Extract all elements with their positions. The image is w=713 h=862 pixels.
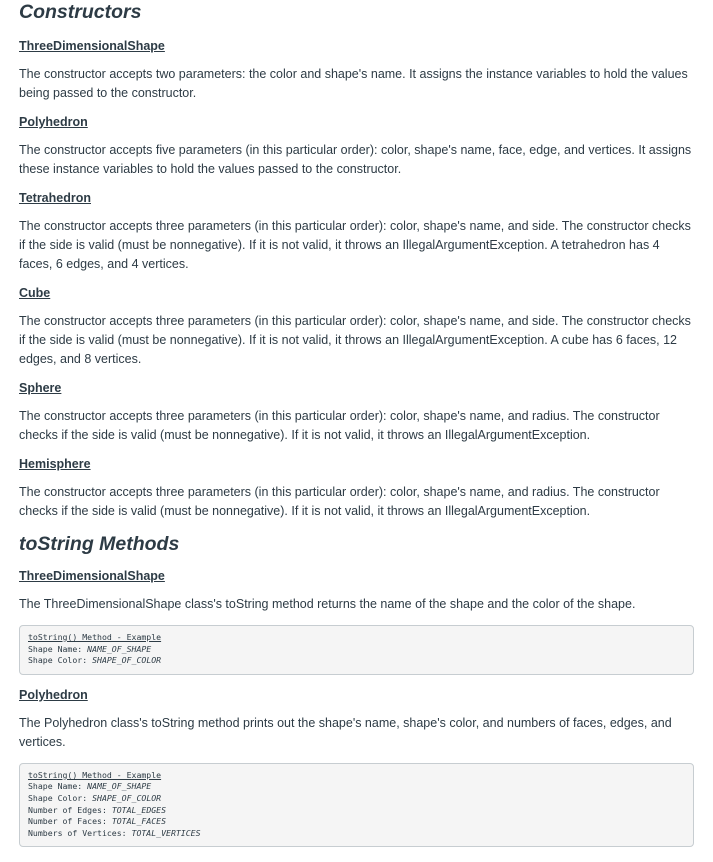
constructor-polyhedron	[19, 114, 694, 179]
code-value: SHAPE_OF_COLOR	[92, 792, 162, 803]
subheading-tostring-threedimensionalshape: ThreeDimensionalShape	[19, 569, 165, 583]
code-label: Number of Faces:	[28, 816, 112, 827]
constructor-threedimensionalshape	[19, 38, 694, 103]
code-title: toString() Method - Example	[28, 632, 162, 642]
subheading-sphere: Sphere	[19, 381, 62, 395]
subheading-tetrahedron: Tetrahedron	[19, 191, 91, 205]
code-label: Numbers of Vertices:	[28, 827, 132, 838]
code-line	[28, 805, 685, 817]
code-value: TOTAL_VERTICES	[131, 827, 201, 838]
constructor-cube	[19, 285, 694, 369]
paragraph-cube: The constructor accepts three parameters (in this particular order): color, shape's name, and side. The constructor checks if the side is valid (must be nonnegative). If it is not valid, it throws an IllegalArgumentException. A cube has 6 faces, 12 edges, and 8 vertices.	[19, 314, 691, 366]
code-line	[28, 781, 685, 793]
tostring-heading: toString Methods	[19, 533, 180, 555]
paragraph-tostring-threedimensionalshape: The ThreeDimensionalShape class's toString method returns the name of the shape and the color of the shape.	[19, 597, 636, 611]
code-example-polyhedron	[19, 763, 694, 848]
paragraph-sphere: The constructor accepts three parameters (in this particular order): color, shape's name, and radius. The constructor checks if the side is valid (must be nonnegative). If it is not valid, it throws an IllegalArgumentException.	[19, 409, 660, 442]
code-label: Shape Color:	[28, 655, 93, 666]
constructor-tetrahedron	[19, 190, 694, 274]
code-label: Number of Edges:	[28, 804, 112, 815]
constructor-sphere	[19, 380, 694, 445]
tostring-threedimensionalshape	[19, 568, 694, 675]
code-line	[28, 816, 685, 828]
subheading-hemisphere: Hemisphere	[19, 457, 91, 471]
code-value: TOTAL_EDGES	[111, 804, 167, 815]
code-label: Shape Name:	[28, 781, 88, 792]
code-label: Shape Color:	[28, 792, 93, 803]
paragraph-polyhedron: The constructor accepts five parameters (in this particular order): color, shape's name, face, edge, and vertices. It assigns these instance variables to hold the values passed to the constructor.	[19, 143, 692, 176]
code-value: SHAPE_OF_COLOR	[92, 655, 162, 666]
subheading-tostring-polyhedron: Polyhedron	[19, 687, 88, 702]
constructor-hemisphere	[19, 456, 694, 521]
subheading-threedimensionalshape: ThreeDimensionalShape	[19, 39, 165, 53]
subheading-polyhedron: Polyhedron	[19, 115, 88, 129]
paragraph-threedimensionalshape: The constructor accepts two parameters: the color and shape's name. It assigns the instance variables to hold the values being passed to the constructor.	[19, 67, 688, 100]
constructors-heading: Constructors	[19, 1, 142, 23]
paragraph-tetrahedron: The constructor accepts three parameters (in this particular order): color, shape's name, and side. The constructor checks if the side is valid (must be nonnegative). If it is not valid, it throws an IllegalArgumentException. A tetrahedron has 4 faces, 6 edges, and 4 vertices.	[19, 219, 691, 271]
paragraph-hemisphere: The constructor accepts three parameters (in this particular order): color, shape's name, and radius. The constructor checks if the side is valid (must be nonnegative). If it is not valid, it throws an IllegalArgumentException.	[19, 485, 660, 518]
code-value: NAME_OF_SHAPE	[87, 781, 152, 792]
code-line	[28, 655, 685, 667]
code-title: toString() Method - Example	[28, 769, 162, 780]
code-label: Shape Name:	[28, 643, 88, 654]
tostring-polyhedron	[19, 687, 694, 848]
code-line	[28, 828, 685, 840]
subheading-cube: Cube	[19, 286, 51, 300]
code-value: NAME_OF_SHAPE	[87, 643, 152, 654]
code-value: TOTAL_FACES	[111, 816, 167, 827]
code-line	[28, 793, 685, 805]
paragraph-tostring-polyhedron: The Polyhedron class's toString method prints out the shape's name, shape's color, and numbers of faces, edges, and vertices.	[19, 715, 672, 749]
code-line	[28, 644, 685, 656]
code-example-threedimensionalshape	[19, 625, 694, 675]
